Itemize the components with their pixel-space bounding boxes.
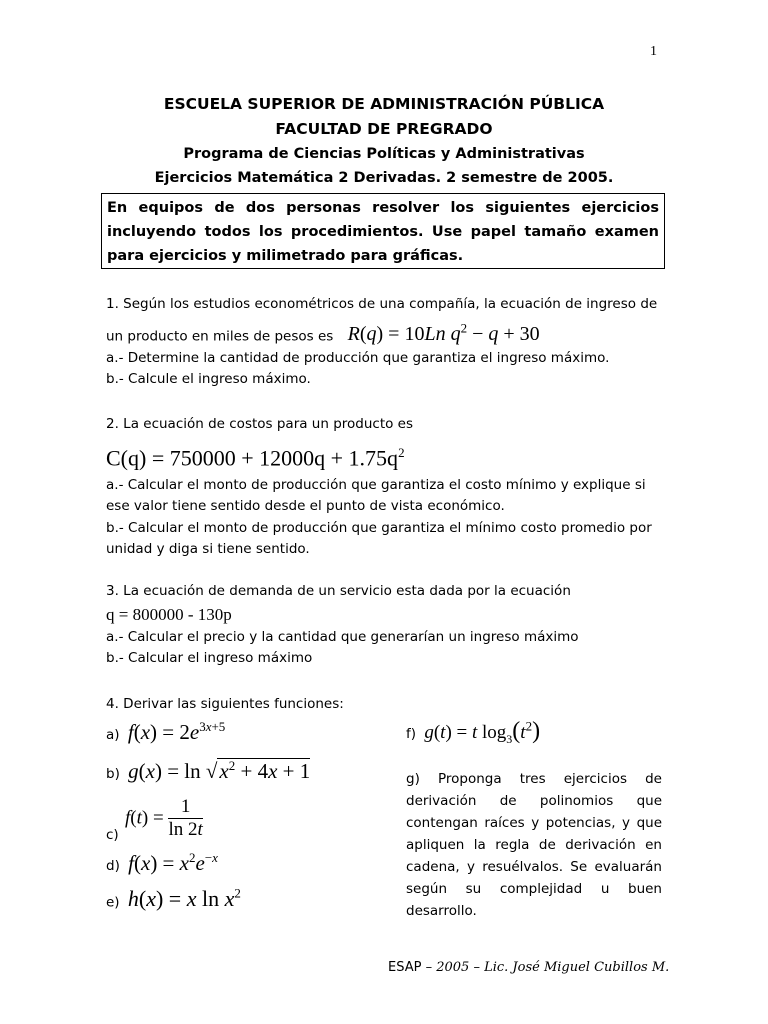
exercise-1-a: a.- Determine la cantidad de producción que garantiza el ingreso máximo.	[106, 349, 610, 366]
footer	[388, 960, 669, 975]
faculty-name: FACULTAD DE PREGRADO	[275, 120, 493, 138]
function-e-label: e)	[106, 894, 120, 911]
footer-org: ESAP	[388, 960, 422, 975]
document-title: Ejercicios Matemática 2 Derivadas. 2 semestre de 2005.	[154, 170, 614, 186]
exercise-3	[106, 581, 666, 670]
function-c-label: c)	[106, 826, 119, 843]
function-f: f) g(t) = t $\log_3(t^2)$	[406, 718, 541, 746]
function-d-label: d)	[106, 858, 120, 874]
exercise-2-b: b.- Calcular el monto de producción que garantiza el mínimo costo promedio por unidad y diga si tiene sentido.	[106, 519, 652, 558]
function-c: c) f(t) = $\frac{1}{\ln 2t}$	[106, 796, 203, 843]
exercise-1-intro-2: un producto en miles de pesos es	[106, 328, 334, 345]
function-b: b) $g(x) = \ln √x^2 + 4x + 1$	[106, 758, 311, 783]
cost-equation: $C(q) = 750000 + 12000q + 1.75q^2$	[106, 444, 405, 470]
exercise-1-b: b.- Calcule el ingreso máximo.	[106, 371, 311, 388]
document-header	[0, 92, 768, 190]
revenue-equation: R(q) = 10Ln $q^2 - q + 30$	[347, 320, 540, 346]
exercise-3-intro: 3. La ecuación de demanda de un servicio esta dada por la ecuación	[106, 583, 571, 599]
demand-equation: q = 800000 - 130p	[106, 604, 232, 624]
instructions-box: En equipos de dos personas resolver los siguientes ejercicios incluyendo todos los procedimientos. Use papel tamaño examen para ejercicios y milimetrado para gráficas.	[101, 193, 665, 269]
exercise-1	[106, 294, 666, 391]
function-b-label: b)	[106, 766, 120, 782]
footer-signature: – 2005 – Lic. José Miguel Cubillos M.	[425, 960, 670, 975]
exercise-3-b: b.- Calcular el ingreso máximo	[106, 650, 313, 666]
exercise-2-a: a.- Calcular el monto de producción que garantiza el costo mínimo y explique si ese valor tiene sentido desde el punto de vista económico.	[106, 476, 646, 515]
exercise-3-a: a.- Calcular el precio y la cantidad que generarían un ingreso máximo	[106, 628, 579, 645]
function-e: e) h(x) = x $\ln x^2$	[106, 886, 241, 912]
function-f-label: f)	[406, 726, 417, 742]
function-a: a) $f(x) = 2e^{3x+5}$	[106, 719, 226, 744]
function-d: d) $f(x) = x^2e^{-x}$	[106, 850, 218, 875]
exercise-1-equation-line	[106, 318, 666, 348]
function-a-label: a)	[106, 727, 120, 743]
page-number: 1	[650, 44, 657, 59]
exercise-1-intro: 1. Según los estudios econométricos de una compañía, la ecuación de ingreso de	[106, 296, 658, 312]
school-name: ESCUELA SUPERIOR DE ADMINISTRACIÓN PÚBLICA	[163, 95, 605, 113]
exercise-2	[106, 414, 666, 561]
program-name: Programa de Ciencias Políticas y Administrativas	[183, 146, 585, 162]
exercise-4-intro: 4. Derivar las siguientes funciones:	[106, 696, 344, 712]
exercise-4-g: g) Proponga tres ejercicios de derivación de polinomios que contengan raíces y potencias, y que apliquen la regla de derivación en cadena, y resuélvalos. Se evaluarán según su complejidad u buen desarrollo.	[406, 771, 662, 919]
exercise-2-intro: 2. La ecuación de costos para un producto es	[106, 416, 414, 432]
